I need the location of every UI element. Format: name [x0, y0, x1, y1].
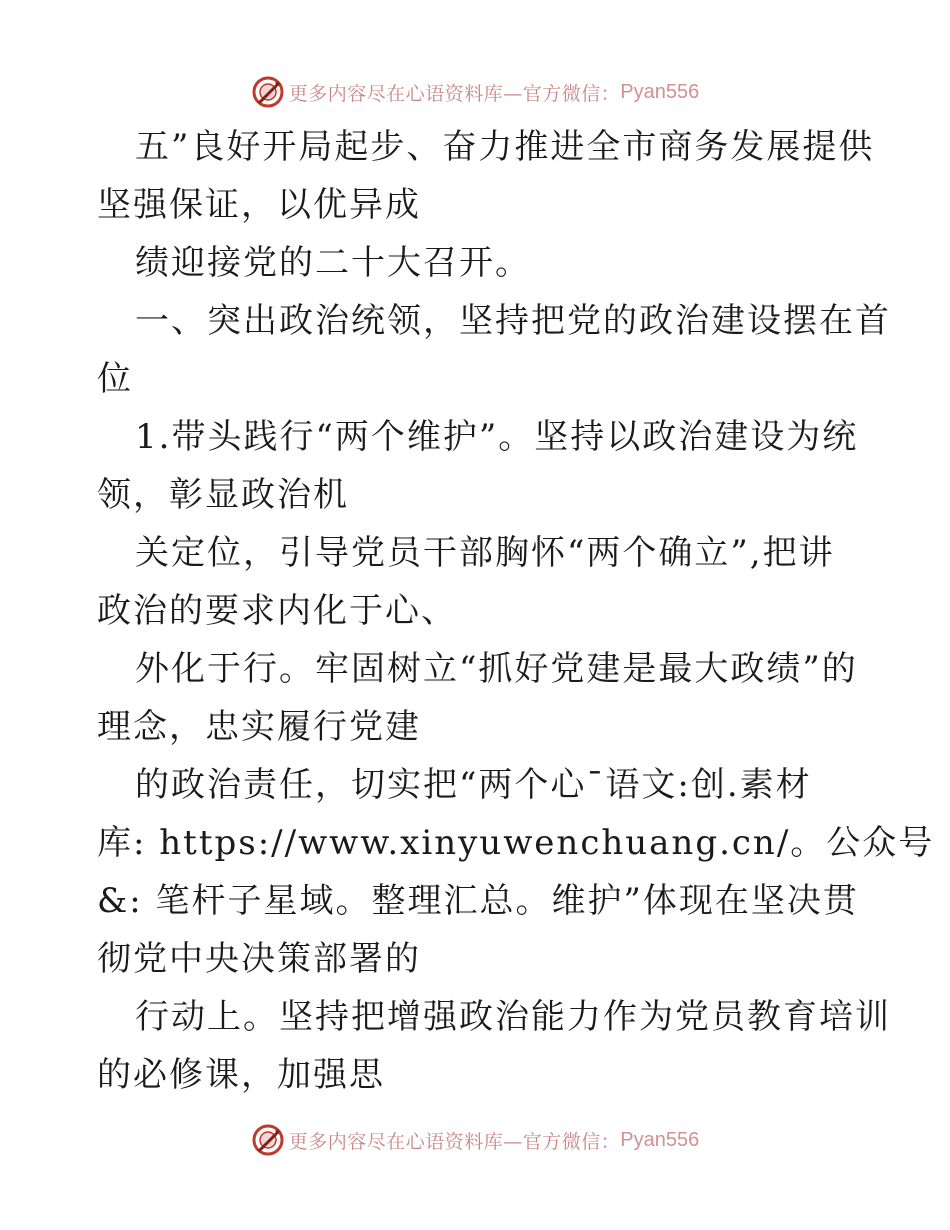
section-heading: 一、突出政治统领，坚持把党的政治建设摆在首: [135, 301, 891, 341]
text-line: 绩迎接党的二十大召开。: [135, 243, 531, 283]
text-line: 外化于行。牢固树立“抓好党建是最大政绩”的: [135, 649, 858, 689]
text-line: 的政治责任，切实把“两个心¯语文:创.素材: [135, 765, 812, 805]
footer-banner: [0, 1120, 950, 1160]
header-banner-text: 更多内容尽在心语资料库—官方微信：: [288, 82, 621, 105]
text-line: 的必修课，加强思: [97, 1055, 385, 1095]
header-banner-id: Pyan556: [620, 80, 700, 103]
text-line: 坚强保证，以优异成: [97, 185, 421, 225]
text-line: 库: https://www.xinyuwenchuang.cn/。公众号: [97, 823, 935, 863]
logo-icon: [251, 1123, 285, 1157]
footer-banner-text: 更多内容尽在心语资料库—官方微信：: [288, 1130, 621, 1153]
text-line: &: 笔杆子星域。整理汇总。维护”体现在坚决贯: [97, 881, 859, 921]
text-line: 1.带头践行“两个维护”。坚持以政治建设为统: [135, 417, 859, 457]
text-line: 政治的要求内化于心、: [97, 591, 457, 631]
header-banner: [0, 72, 950, 112]
footer-banner-id: Pyan556: [620, 1128, 700, 1151]
text-line: 五”良好开局起步、奋力推进全市商务发展提供: [135, 127, 875, 167]
text-line: 领，彰显政治机: [97, 475, 349, 515]
text-line: 理念，忠实履行党建: [97, 707, 421, 747]
text-line: 关定位，引导党员干部胸怀“两个确立”,把讲: [135, 533, 835, 573]
text-line: 行动上。坚持把增强政治能力作为党员教育培训: [135, 997, 891, 1037]
logo-icon: [251, 75, 285, 109]
document-body: [97, 118, 935, 1104]
text-line: 彻党中央决策部署的: [97, 939, 421, 979]
section-heading-cont: 位: [97, 359, 133, 399]
